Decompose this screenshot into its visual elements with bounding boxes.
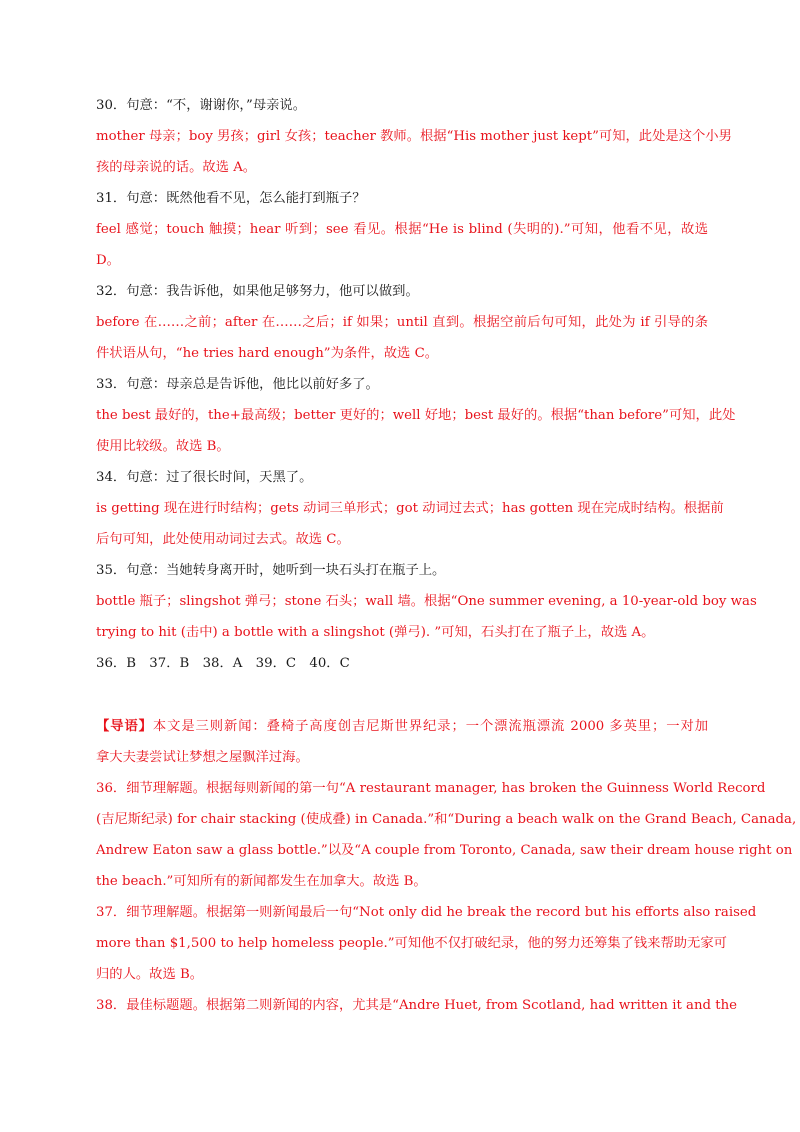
q35-explanation-line-2: trying to hit (击中) a bottle with a slingshot (弹弓). ”可知，石头打在了瓶子上，故选 A。 bbox=[96, 625, 655, 640]
q31-explanation-line-1: feel 感觉；touch 触摸；hear 听到；see 看见。根据“He is blind (失明的).”可知，他看不见，故选 bbox=[96, 222, 708, 237]
q35-explanation-line-1: bottle 瓶子；slingshot 弹弓；stone 石头；wall 墙。根据“One summer evening, a 10-year-old boy was bbox=[96, 594, 757, 609]
q34-explanation-line-2: 后句可知，此处使用动词过去式。故选 C。 bbox=[96, 532, 350, 547]
answers-36-40: 36．B 37．B 38．A 39．C 40．C bbox=[96, 656, 350, 671]
q36-line-4: the beach.”可知所有的新闻都发生在加拿大。故选 B。 bbox=[96, 874, 427, 889]
q36-line-2: (吉尼斯纪录) for chair stacking (使成叠) in Canada.”和“During a beach walk on the Grand Beach, Canada, bbox=[96, 812, 797, 827]
q32-explanation-line-2: 件状语从句，“he tries hard enough”为条件，故选 C。 bbox=[96, 346, 439, 361]
q37-line-3: 归的人。故选 B。 bbox=[96, 967, 204, 982]
q30-heading: 30．句意：“不，谢谢你，”母亲说。 bbox=[96, 98, 307, 113]
intro-bracket-label: 【导语】 bbox=[96, 719, 153, 734]
q30-explanation-line-1: mother 母亲；boy 男孩；girl 女孩；teacher 教师。根据“His mother just kept”可知，此处是这个小男 bbox=[96, 129, 732, 144]
intro-line-1 bbox=[96, 717, 708, 737]
q33-explanation-line-1: the best 最好的，the+最高级；better 更好的；well 好地；best 最好的。根据“than before”可知，此处 bbox=[96, 408, 736, 423]
q31-heading: 31．句意：既然他看不见，怎么能打到瓶子？ bbox=[96, 191, 366, 206]
q30-explanation-line-2: 孩的母亲说的话。故选 A。 bbox=[96, 160, 257, 175]
q37-line-2: more than $1,500 to help homeless people.”可知他不仅打破纪录，他的努力还筹集了钱来帮助无家可 bbox=[96, 936, 727, 951]
q32-explanation-line-1: before 在……之前；after 在……之后；if 如果；until 直到。根据空前后句可知，此处为 if 引导的条 bbox=[96, 315, 708, 330]
q37-line-1: 37．细节理解题。根据第一则新闻最后一句“Not only did he break the record but his efforts also raised bbox=[96, 905, 757, 920]
q33-heading: 33．句意：母亲总是告诉他，他比以前好多了。 bbox=[96, 377, 379, 392]
q36-line-3: Andrew Eaton saw a glass bottle.”以及“A couple from Toronto, Canada, saw their dream house right on bbox=[96, 843, 793, 858]
q34-heading: 34．句意：过了很长时间，天黑了。 bbox=[96, 470, 313, 485]
q35-heading: 35．句意：当她转身离开时，她听到一块石头打在瓶子上。 bbox=[96, 563, 446, 578]
intro-line-2: 拿大夫妻尝试让梦想之屋飘洋过海。 bbox=[96, 750, 309, 765]
q33-explanation-line-2: 使用比较级。故选 B。 bbox=[96, 439, 230, 454]
q31-explanation-line-2: D。 bbox=[96, 253, 120, 268]
q32-heading: 32．句意：我告诉他，如果他足够努力，他可以做到。 bbox=[96, 284, 419, 299]
intro-text-1: 本文是三则新闻：叠椅子高度创吉尼斯世界纪录；一个漂流瓶漂流 2000 多英里；一对加 bbox=[152, 719, 709, 734]
q36-line-1: 36．细节理解题。根据每则新闻的第一句“A restaurant manager, has broken the Guinness World Record bbox=[96, 781, 766, 796]
q34-explanation-line-1: is getting 现在进行时结构；gets 动词三单形式；got 动词过去式；has gotten 现在完成时结构。根据前 bbox=[96, 501, 724, 516]
q38-line-1: 38．最佳标题题。根据第二则新闻的内容，尤其是“Andre Huet, from Scotland, had written it and the bbox=[96, 998, 738, 1013]
